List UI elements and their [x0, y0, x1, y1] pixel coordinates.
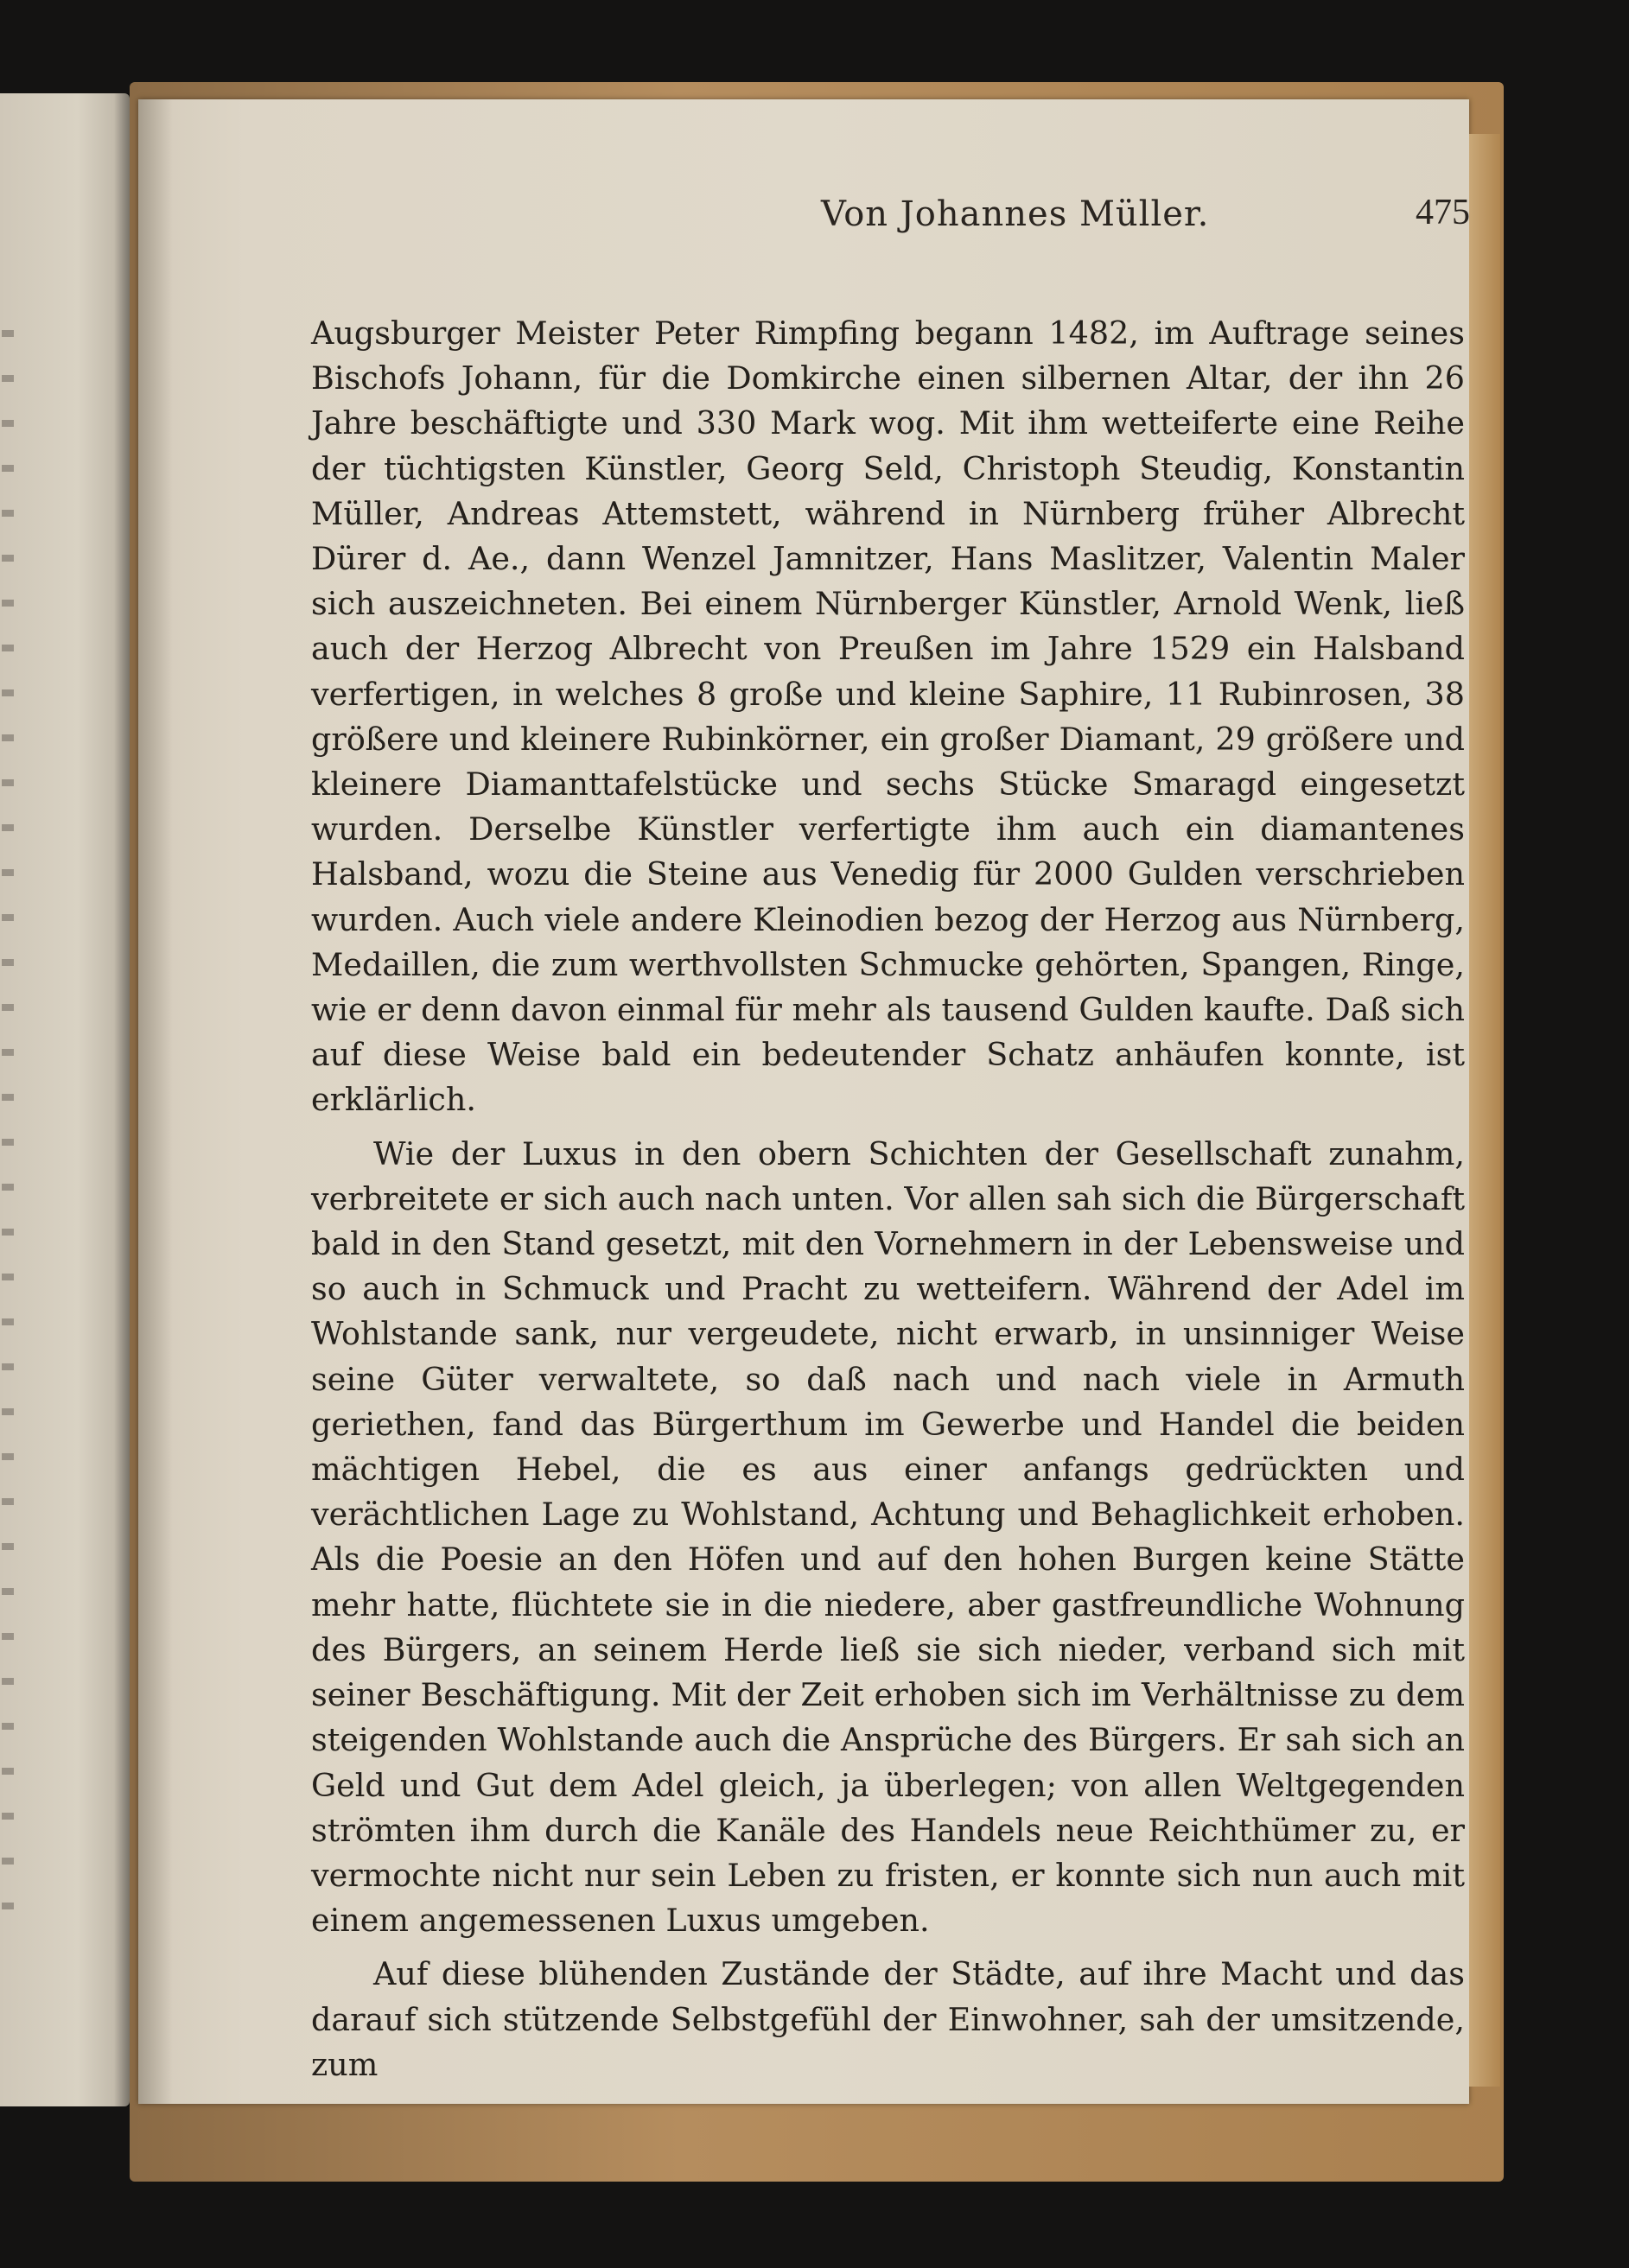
book-gutter	[114, 93, 130, 2106]
previous-page-text-fragments	[2, 292, 14, 1934]
running-head: Von Johannes Müller.	[821, 194, 1210, 234]
body-text	[311, 311, 1465, 2087]
paragraph: Augsburger Meister Peter Rimpfing begann 1482, im Auftrage seines Bischofs Johann, für die Domkirche einen silbernen Altar, der ihn 26 Jahre beschäftigte und 330 Mark wog. Mit ihm wetteiferte eine Reihe der tüchtigsten Künstler, Georg Seld, Christoph Steudig, Konstantin Müller, Andreas Attemstett, während in Nürnberg früher Albrecht Dürer d. Ae., dann Wenzel Jamnitzer, Hans Maslitzer, Valentin Maler sich auszeichneten. Bei einem Nürnberger Künstler, Arnold Wenk, ließ auch der Herzog Albrecht von Preußen im Jahre 1529 ein Halsband verfertigen, in welches 8 große und kleine Saphire, 11 Rubinrosen, 38 größere und kleinere Rubinkörner, ein großer Diamant, 29 größere und kleinere Diamanttafelstücke und sechs Stücke Smaragd eingesetzt wurden. Derselbe Künstler verfertigte ihm auch ein diamantenes Halsband, wozu die Steine aus Venedig für 2000 Gulden verschrieben wurden. Auch viele andere Kleinodien bezog der Herzog aus Nürnberg, Medaillen, die zum werthvollsten Schmucke gehörten, Spangen, Ringe, wie er denn davon einmal für mehr als tausend Gulden kaufte. Daß sich auf diese Weise bald ein bedeutender Schatz anhäufen konnte, ist erklärlich.	[311, 314, 1465, 1119]
page-number: 475	[1416, 193, 1470, 232]
paragraph: Wie der Luxus in den obern Schichten der Gesellschaft zunahm, verbreitete er sich auch nach unten. Vor allen sah sich die Bürgerschaft bald in den Stand gesetzt, mit den Vornehmern in der Lebensweise und so auch in Schmuck und Pracht zu wetteifern. Während der Adel im Wohlstande sank, nur vergeudete, nicht erwarb, in unsinniger Weise seine Güter verwaltete, so daß nach und nach viele in Armuth geriethen, fand das Bürgerthum im Gewerbe und Handel die beiden mächtigen Hebel, die es aus einer anfangs gedrückten und verächtlichen Lage zu Wohlstand, Achtung und Behaglichkeit erhoben. Als die Poesie an den Höfen und auf den hohen Burgen keine Stätte mehr hatte, flüchtete sie in die niedere, aber gastfreundliche Wohnung des Bürgers, an seinem Herde ließ sie sich nieder, verband sich mit seiner Beschäftigung. Mit der Zeit erhoben sich im Verhältnisse zu dem steigenden Wohlstande auch die Ansprüche des Bürgers. Er sah sich an Geld und Gut dem Adel gleich, ja überlegen; von allen Weltgegenden strömten ihm durch die Kanäle des Handels neue Reichthümer zu, er vermochte nicht nur sein Leben zu fristen, er konnte sich nun auch mit einem angemessenen Luxus umgeben.	[311, 1134, 1465, 1940]
page-gutter-shadow	[138, 99, 173, 2104]
previous-page-edge	[0, 93, 130, 2106]
paragraph: Auf diese blühenden Zustände der Städte, auf ihre Macht und das darauf sich stützende Selbstgefühl der Einwohner, sah der umsitzende, zum	[311, 1955, 1465, 2083]
book-page	[138, 99, 1469, 2104]
page-fore-edge	[1469, 134, 1500, 2087]
